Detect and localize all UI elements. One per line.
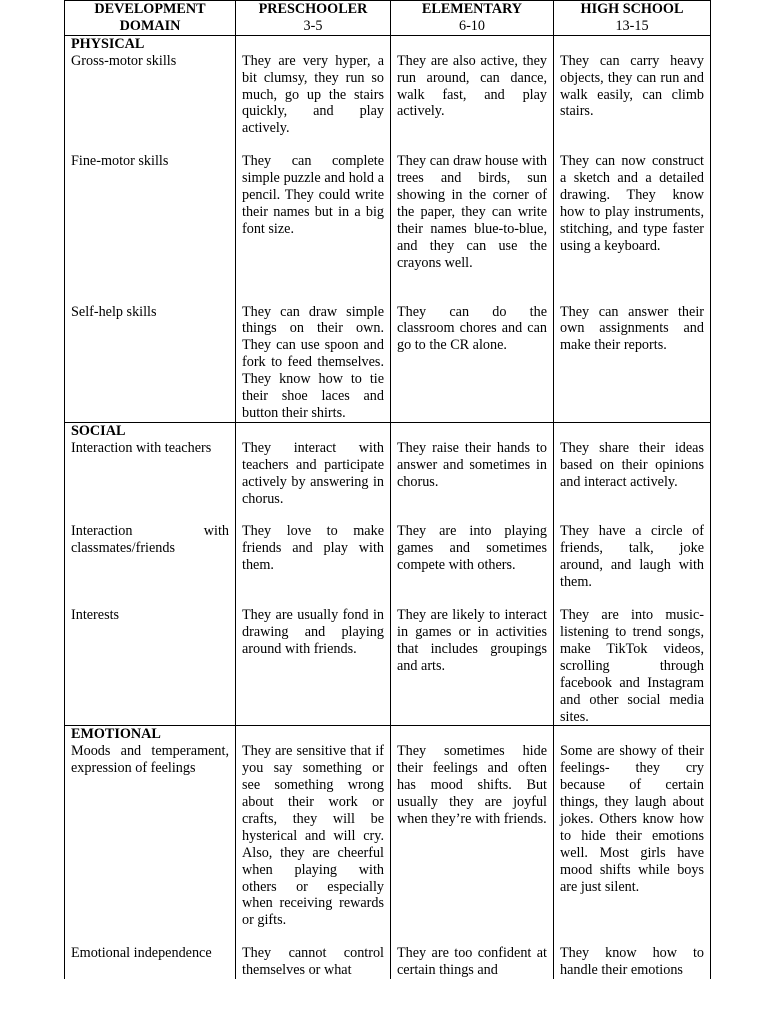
table-row — [65, 523, 711, 591]
elementary-cell: They are likely to interact in games or in activities that includes groupings and arts. — [391, 607, 554, 726]
domain-label-social: SOCIAL — [71, 422, 126, 439]
skill-label: Moods and temperament, expression of feelings — [71, 743, 229, 777]
table-header-row — [65, 1, 711, 36]
table-row — [65, 422, 711, 507]
preschooler-cell: They can draw simple things on their own. They can use spoon and fork to feed themselves. They know how to tie their shoe laces and button their shirts. — [236, 304, 391, 423]
highschool-cell: They can answer their own assignments and make their reports. — [554, 304, 711, 423]
table-row — [65, 35, 711, 137]
highschool-cell: Some are showy of their feelings- they cry because of certain things, they laugh about jokes. Others know how to hide their emotions well. Most girls have mood shifts while boys are just silent. — [554, 726, 711, 929]
domain-label-physical: PHYSICAL — [71, 35, 145, 52]
preschooler-cell: They are sensitive that if you say something or see something wrong about their work or crafts, they will be hysterical and will cry. Also, they are cheerful when playing with others or especially when receiving rewards or gifts. — [236, 726, 391, 929]
skill-cell — [65, 35, 236, 137]
skill-label: Interaction with teachers — [71, 439, 212, 456]
table-row — [65, 153, 711, 271]
table-row — [65, 607, 711, 726]
preschooler-cell: They are usually fond in drawing and playing around with friends. — [236, 607, 391, 726]
preschooler-cell: They are very hyper, a bit clumsy, they run so much, go up the stairs quickly, and play actively. — [236, 35, 391, 137]
skill-label: Interaction with classmates/friends — [71, 523, 229, 557]
table-row — [65, 304, 711, 423]
skill-cell — [65, 607, 236, 726]
table-row — [65, 726, 711, 929]
header-elementary: ELEMENTARY 6-10 — [391, 1, 554, 36]
header-high-school: HIGH SCHOOL 13-15 — [554, 1, 711, 36]
table-row — [65, 945, 711, 979]
skill-cell — [65, 726, 236, 929]
skill-cell — [65, 523, 236, 591]
highschool-cell: They can carry heavy objects, they can run and walk easily, can climb stairs. — [554, 35, 711, 137]
highschool-cell: They are into music-listening to trend songs, make TikTok videos, scrolling through facebook and Instagram and other social media sites. — [554, 607, 711, 726]
elementary-cell: They sometimes hide their feelings and often has mood shifts. But usually they are joyful when they’re with friends. — [391, 726, 554, 929]
elementary-cell: They are also active, they run around, can dance, walk fast, and play actively. — [391, 35, 554, 137]
highschool-cell: They have a circle of friends, talk, joke around, and laugh with them. — [554, 523, 711, 591]
elementary-cell: They are too confident at certain things and — [391, 945, 554, 979]
header-development-domain: DEVELOPMENT DOMAIN — [65, 1, 236, 36]
skill-label: Gross-motor skills — [71, 52, 177, 69]
skill-label: Self-help skills — [71, 303, 157, 320]
skill-label: Interests — [71, 607, 120, 624]
development-domain-table — [64, 0, 711, 979]
preschooler-cell: They love to make friends and play with them. — [236, 523, 391, 591]
elementary-cell: They raise their hands to answer and sometimes in chorus. — [391, 422, 554, 507]
preschooler-cell: They cannot control themselves or what — [236, 945, 391, 979]
skill-cell — [65, 304, 236, 423]
elementary-cell: They can do the classroom chores and can go to the CR alone. — [391, 304, 554, 423]
highschool-cell: They can now construct a sketch and a detailed drawing. They know how to play instruments, stitching, and type faster using a keyboard. — [554, 153, 711, 271]
header-preschooler: PRESCHOOLER 3-5 — [236, 1, 391, 36]
document-page — [64, 0, 710, 979]
skill-label: Fine-motor skills — [71, 153, 169, 170]
highschool-cell: They know how to handle their emotions — [554, 945, 711, 979]
preschooler-cell: They can complete simple puzzle and hold a pencil. They could write their names but in a big font size. — [236, 153, 391, 271]
highschool-cell: They share their ideas based on their opinions and interact actively. — [554, 422, 711, 507]
skill-cell — [65, 153, 236, 271]
preschooler-cell: They interact with teachers and participate actively by answering in chorus. — [236, 422, 391, 507]
elementary-cell: They can draw house with trees and birds, sun showing in the corner of the paper, they can write their names blue-to-blue, and they can use the crayons well. — [391, 153, 554, 271]
skill-label: Emotional independence — [71, 945, 212, 962]
skill-cell — [65, 422, 236, 507]
skill-cell — [65, 945, 236, 979]
elementary-cell: They are into playing games and sometimes compete with others. — [391, 523, 554, 591]
domain-label-emotional: EMOTIONAL — [71, 726, 161, 743]
